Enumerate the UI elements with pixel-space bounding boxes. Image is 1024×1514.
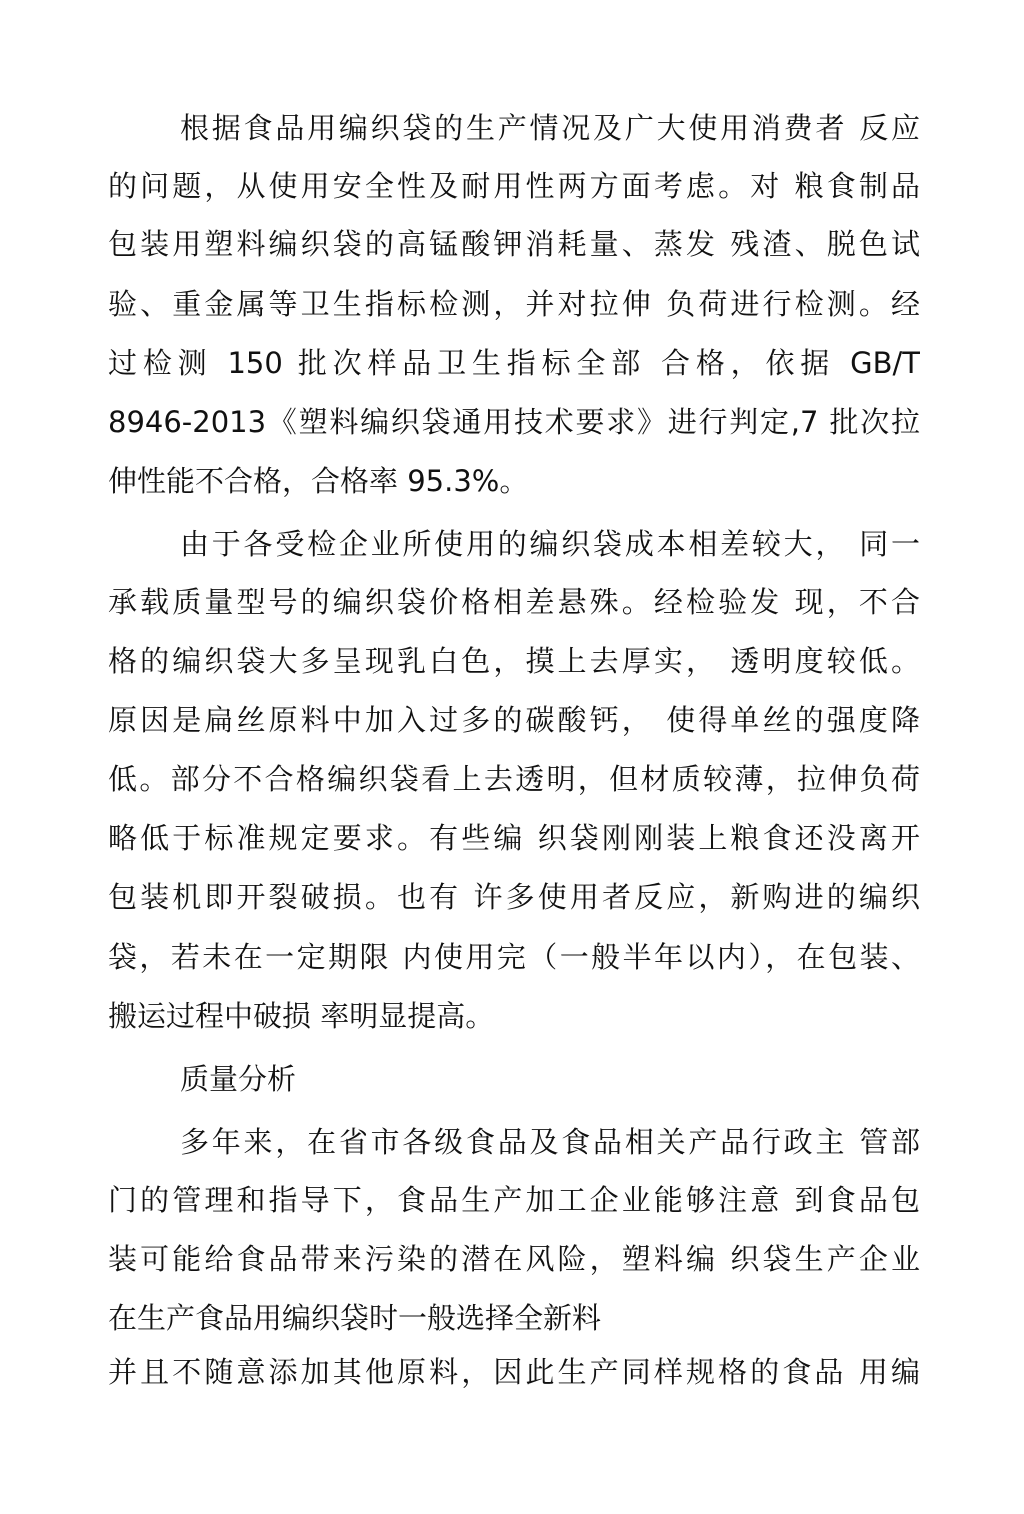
paragraph-1-line-6: 8946-2013《塑料编织袋通用技术要求》进行判定,7 批次拉 (108, 405, 920, 439)
paragraph-2-line-4: 原因是扁丝原料中加入过多的碳酸钙， 使得单丝的强度降 (108, 703, 920, 737)
paragraph-2-line-7: 包装机即开裂破损。也有 许多使用者反应，新购进的编织 (108, 880, 920, 914)
paragraph-2-line-5: 低。部分不合格编织袋看上去透明，但材质较薄，拉伸负荷 (108, 762, 920, 796)
paragraph-1-line-5: 过检测 150 批次样品卫生指标全部 合格，依据 GB/T (108, 346, 920, 380)
paragraph-1-line-1: 根据食品用编织袋的生产情况及广大使用消费者 反应 (180, 111, 920, 145)
paragraph-2-line-3: 格的编织袋大多呈现乳白色，摸上去厚实， 透明度较低。 (108, 644, 920, 678)
paragraph-2-line-9: 搬运过程中破损 率明显提高。 (108, 999, 495, 1033)
paragraph-3-line-1: 多年来，在省市各级食品及食品相关产品行政主 管部 (180, 1125, 920, 1159)
paragraph-1-line-2: 的问题，从使用安全性及耐用性两方面考虑。对 粮食制品 (108, 169, 920, 203)
section-heading: 质量分析 (180, 1062, 297, 1096)
paragraph-2-line-8: 袋，若未在一定期限 内使用完（一般半年以内），在包装、 (108, 940, 920, 974)
paragraph-1-line-4: 验、重金属等卫生指标检测，并对拉伸 负荷进行检测。经 (108, 287, 920, 321)
paragraph-1-line-7: 伸性能不合格，合格率 95.3%。 (108, 464, 529, 498)
paragraph-2-line-1: 由于各受检企业所使用的编织袋成本相差较大， 同一 (180, 527, 920, 561)
paragraph-1-line-3: 包装用塑料编织袋的高锰酸钾消耗量、蒸发 残渣、脱色试 (108, 227, 920, 261)
paragraph-2-line-6: 略低于标准规定要求。有些编 织袋刚刚装上粮食还没离开 (108, 821, 920, 855)
paragraph-2-line-2: 承载质量型号的编织袋价格相差悬殊。经检验发 现，不合 (108, 585, 920, 619)
paragraph-3-line-3: 装可能给食品带来污染的潜在风险，塑料编 织袋生产企业 (108, 1242, 920, 1276)
paragraph-3-line-4: 在生产食品用编织袋时一般选择全新料 (108, 1301, 602, 1335)
paragraph-3-line-5: 并且不随意添加其他原料，因此生产同样规格的食品 用编 (108, 1355, 920, 1389)
paragraph-3-line-2: 门的管理和指导下，食品生产加工企业能够注意 到食品包 (108, 1183, 920, 1217)
